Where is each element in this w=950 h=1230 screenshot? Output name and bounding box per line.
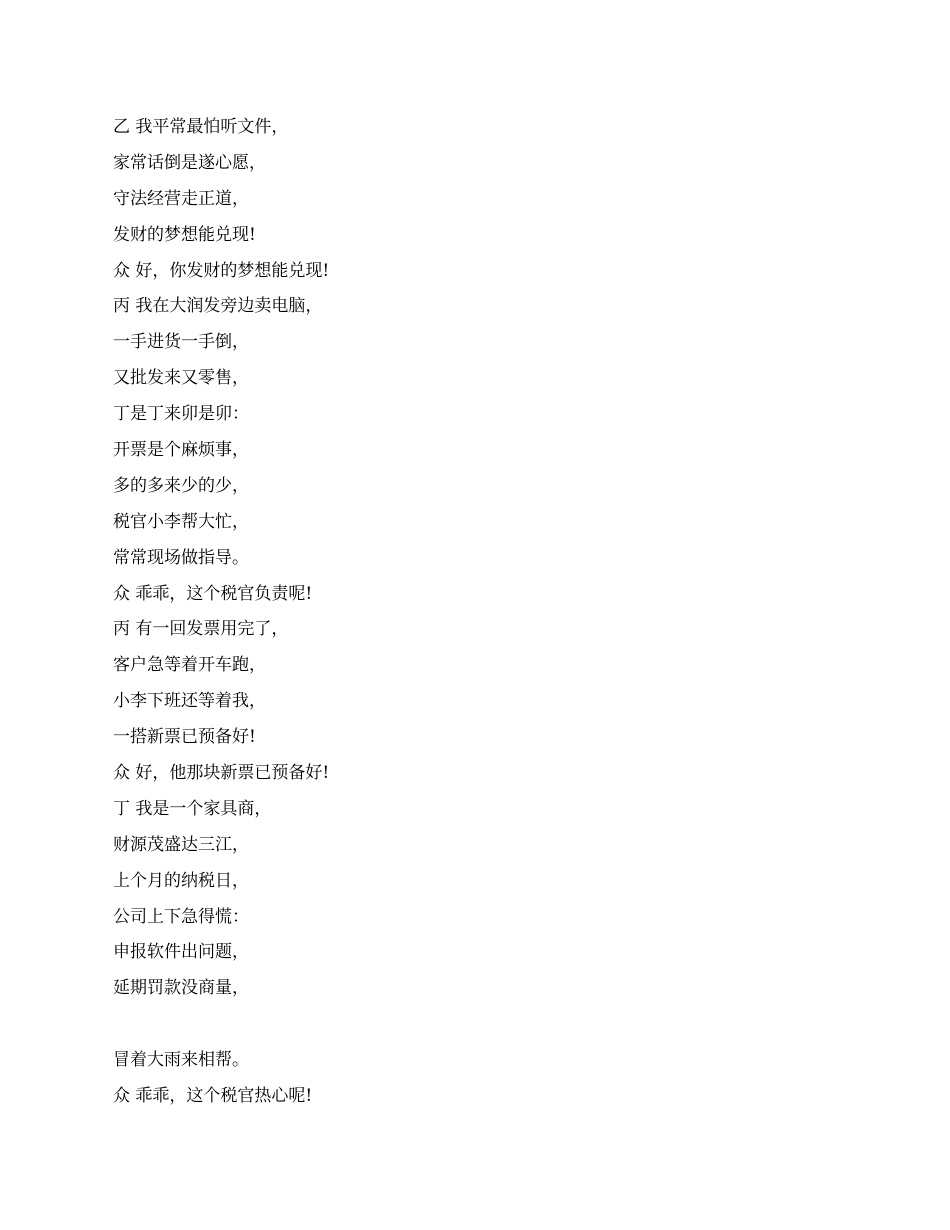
text-line: 多的多来少的少， (113, 475, 249, 496)
text-line: 众 好，你发财的梦想能兑现! (113, 260, 330, 281)
text-line: 众 乖乖，这个税官热心呢! (113, 1086, 313, 1107)
text-line: 上个月的纳税日， (113, 870, 249, 891)
text-line: 小李下班还等着我， (113, 691, 266, 712)
text-line: 丙 我在大润发旁边卖电脑， (113, 296, 323, 317)
text-line: 丁是丁来卯是卯： (113, 404, 249, 425)
text-line: 又批发来又零售， (113, 368, 249, 389)
blank-line (113, 1007, 873, 1043)
text-line: 冒着大雨来相帮。 (113, 1050, 249, 1071)
text-line: 申报软件出问题， (113, 942, 249, 963)
text-line: 众 好，他那块新票已预备好! (113, 763, 330, 784)
text-line: 丙 有一回发票用完了， (113, 619, 289, 640)
text-line: 发财的梦想能兑现! (113, 224, 256, 245)
text-line: 财源茂盛达三江， (113, 834, 249, 855)
text-line: 守法经营走正道， (113, 188, 249, 209)
text-line: 丁 我是一个家具商， (113, 798, 272, 819)
text-line: 一搭新票已预备好! (113, 727, 256, 748)
text-line: 众 乖乖，这个税官负责呢! (113, 583, 313, 604)
text-line: 家常话倒是遂心愿， (113, 152, 266, 173)
text-line: 公司上下急得慌： (113, 906, 249, 927)
text-line: 延期罚款没商量， (113, 978, 249, 999)
text-line: 客户急等着开车跑， (113, 655, 266, 676)
poem-text (113, 110, 873, 1115)
text-line: 开票是个麻烦事， (113, 440, 249, 461)
text-line: 一手进货一手倒， (113, 332, 249, 353)
text-line: 税官小李帮大忙， (113, 511, 249, 532)
text-line: 乙 我平常最怕听文件， (113, 117, 289, 137)
text-line: 常常现场做指导。 (113, 547, 249, 568)
